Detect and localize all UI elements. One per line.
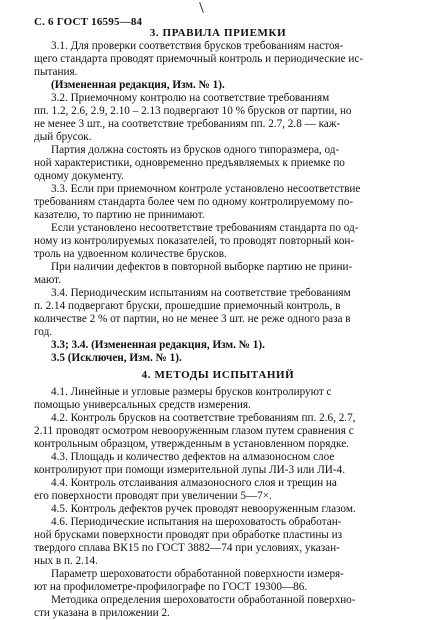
text-line: При наличии дефектов в повторной выборке партию не прини- [51, 261, 353, 273]
text-line: помощью универсальных средств измерения. [34, 399, 251, 411]
text-line: Методика определения шероховатости обработанной поверхно- [51, 594, 356, 606]
text-line: год. [34, 326, 53, 338]
text-line: казателю, то партию не принимают. [34, 209, 205, 221]
section-title-test-methods: 4. МЕТОДЫ ИСПЫТАНИЙ [141, 369, 295, 381]
text-line: 4.2. Контроль брусков на соответствие требованиям пп. 2.6, 2.7, [51, 412, 356, 424]
amendment-note: (Измененная редакция, Изм. № 1). [51, 79, 225, 91]
text-line: 4.5. Контроль дефектов ручек проводят невооруженным глазом. [51, 503, 356, 515]
text-line: ной брусками поверхности проводят при обработке пластины из [34, 529, 343, 541]
text-line: количестве 2 % от партии, но не менее 3 шт. не реже одного раза в [34, 313, 351, 325]
text-line: контрольным образцом, утвержденным в установленном порядке. [34, 438, 349, 450]
text-line: дый брусок. [34, 131, 92, 143]
text-line: 3.3. Если при приемочном контроле установлено несоответствие [51, 183, 361, 195]
text-line: пытания. [34, 66, 78, 78]
amendment-note: 3.5 (Исключен, Изм. № 1). [51, 352, 182, 364]
text-line: твердого сплава ВК15 по ГОСТ 3882—74 при условиях, указан- [34, 542, 340, 554]
text-line: Если установлено несоответствие требованиям стандарта по од- [51, 222, 359, 234]
text-line: мают. [34, 274, 62, 286]
text-line: 4.1. Линейные и угловые размеры брусков контролируют с [51, 386, 332, 398]
text-line: сти указана в приложении 2. [34, 607, 170, 619]
text-line: не менее 3 шт., на соответствие требованиям пп. 2.7, 2.8 — каж- [34, 118, 341, 130]
text-line: контролируют при помощи измерительной лупы ЛИ-3 или ЛИ-4. [34, 464, 345, 476]
text-line: 4.3. Площадь и количество дефектов на алмазоносном слое [51, 451, 335, 463]
text-line: 3.1. Для проверки соответствия брусков требованиям настоя- [51, 40, 344, 52]
text-line: ют на профилометре-профилографе по ГОСТ 19300—86. [34, 581, 308, 593]
text-line: требованиям стандарта более чем по одному контролируемому по- [34, 196, 354, 208]
section-title-acceptance: 3. ПРАВИЛА ПРИЕМКИ [149, 27, 287, 39]
scan-mark [199, 2, 204, 13]
text-line: троль на удвоенном количестве брусков. [34, 248, 227, 260]
text-line: ных в п. 2.14. [34, 555, 98, 567]
text-line: 2.11 проводят осмотром невооруженным глазом путем сравнения с [34, 425, 354, 437]
text-line: его поверхности проводят при увеличении 5—7×. [34, 490, 272, 502]
text-line: ному из контролируемых показателей, то проводят повторный кон- [34, 235, 355, 247]
text-line: 4.6. Периодические испытания на шероховатость обработан- [51, 516, 342, 528]
text-line: п. 2.14 подвергают бруски, прошедшие приемочный контроль, в [34, 300, 341, 312]
text-line: пп. 1.2, 2.6, 2.9, 2.10 – 2.13 подвергают 10 % брусков от партии, но [34, 105, 352, 117]
amendment-note: 3.3; 3.4. (Измененная редакция, Изм. № 1). [51, 339, 265, 351]
text-line: одному документу. [34, 170, 124, 182]
text-line: Параметр шероховатости обработанной поверхности измеря- [51, 568, 344, 580]
text-line: Партия должна состоять из брусков одного типоразмера, од- [51, 144, 340, 156]
text-line: 3.4. Периодическим испытаниям на соответствие требованиям [51, 287, 351, 299]
text-line: ной характеристики, одновременно предъявляемых к приемке по [34, 157, 345, 169]
text-line: 4.4. Контроль отслаивания алмазоносного слоя и трещин на [51, 477, 337, 489]
text-line: 3.2. Приемочному контролю на соответствие требованиям [51, 92, 330, 104]
page-header: С. 6 ГОСТ 16595—84 [34, 16, 143, 28]
text-line: щего стандарта проводят приемочный контроль и периодические ис- [34, 53, 364, 65]
